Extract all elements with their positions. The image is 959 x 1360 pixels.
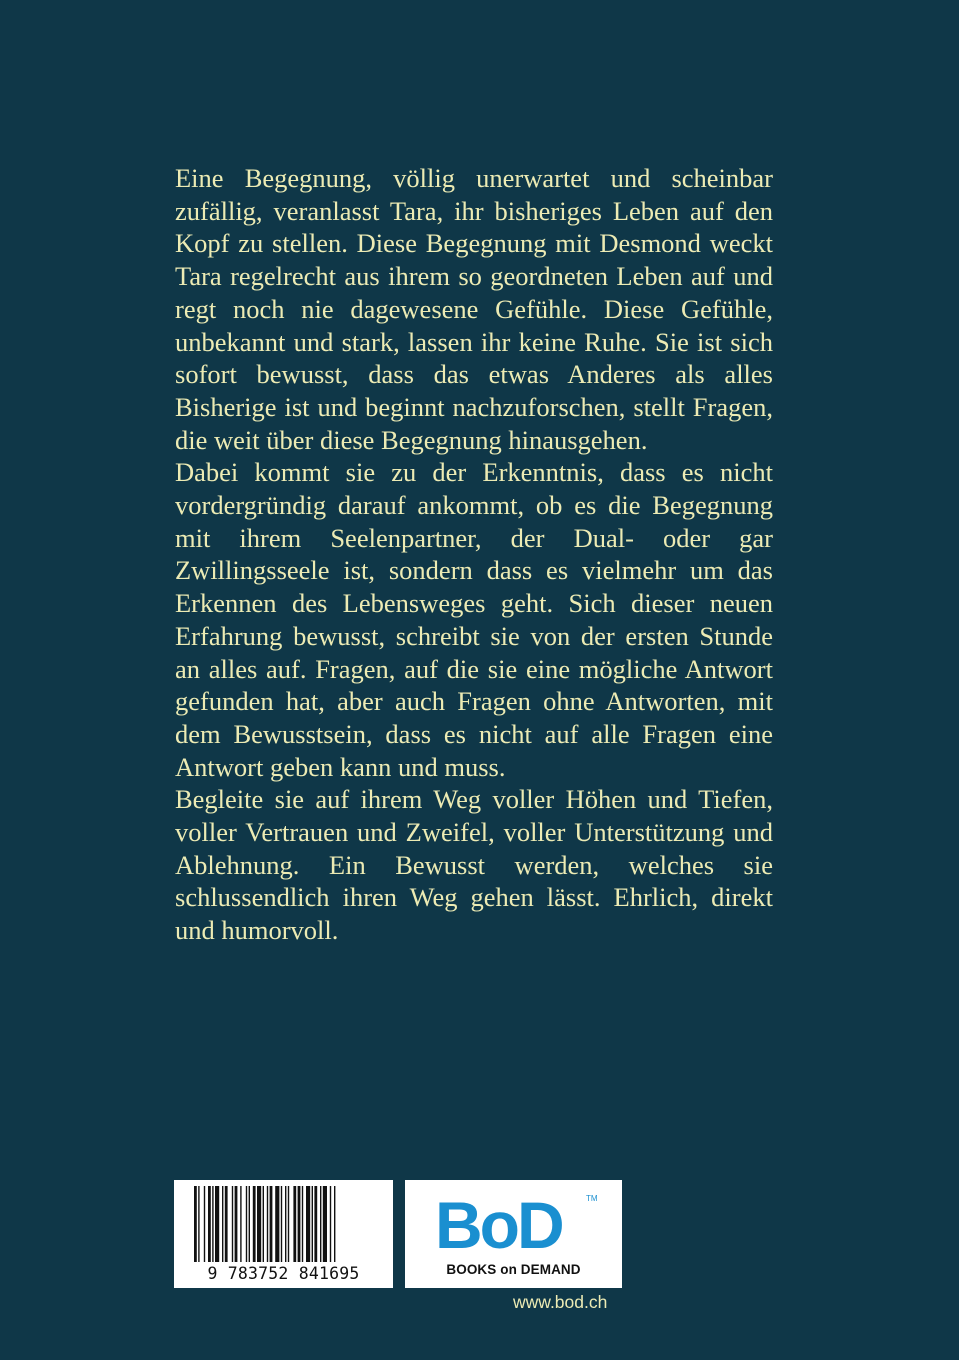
trademark-mark: TM [586,1194,598,1203]
blurb-paragraph-1: Eine Begegnung, völlig unerwartet und scheinbar zufällig, veranlasst Tara, ihr bisheriges Leben auf den Kopf zu stellen. Diese Begegnung mit Desmond weckt Tara regelrecht aus ihrem so geordneten Leben auf und regt noch nie dagewesene Gefühle. Diese Gefühle, unbekannt und stark, lassen ihr keine Ruhe. Sie ist sich sofort bewusst, dass das etwas Anderes als alles Bisherige ist und beginnt nachzuforschen, stellt Fragen, die weit über diese Begegnung hinausgehen. [175,163,773,455]
blurb-paragraph-3: Begleite sie auf ihrem Weg voller Höhen und Tiefen, voller Vertrauen und Zweifel, voller Unterstützung und Ablehnung. Ein Bewusst werden, welches sie schlussendlich ihren Weg gehen lässt. Ehrlich, direkt und humorvoll. [175,784,773,946]
barcode-bars [194,1186,384,1262]
back-cover-blurb [175,162,773,947]
publisher-logo-box [405,1180,622,1288]
blurb-paragraph-2: Dabei kommt sie zu der Erkenntnis, dass es nicht vordergründig darauf ankommt, ob es die Begegnung mit ihrem Seelenpartner, der Dual- oder gar Zwillingsseele ist, sondern dass es vielmehr um das Erkennen des Lebensweges geht. Sich dieser neuen Erfahrung bewusst, schreibt sie von der ersten Stunde an alles auf. Fragen, auf die sie eine mögliche Antwort gefunden hat, aber auch Fragen ohne Antworten, mit dem Bewusstsein, dass es nicht auf alle Fragen eine Antwort geben kann und muss. [175,457,773,782]
publisher-url: www.bod.ch [513,1292,608,1312]
publisher-tagline: BOOKS on DEMAND [446,1262,581,1277]
isbn-number: 9 783752 841695 [207,1264,360,1283]
isbn-barcode [174,1180,393,1288]
bod-logo: BoD [435,1188,562,1262]
